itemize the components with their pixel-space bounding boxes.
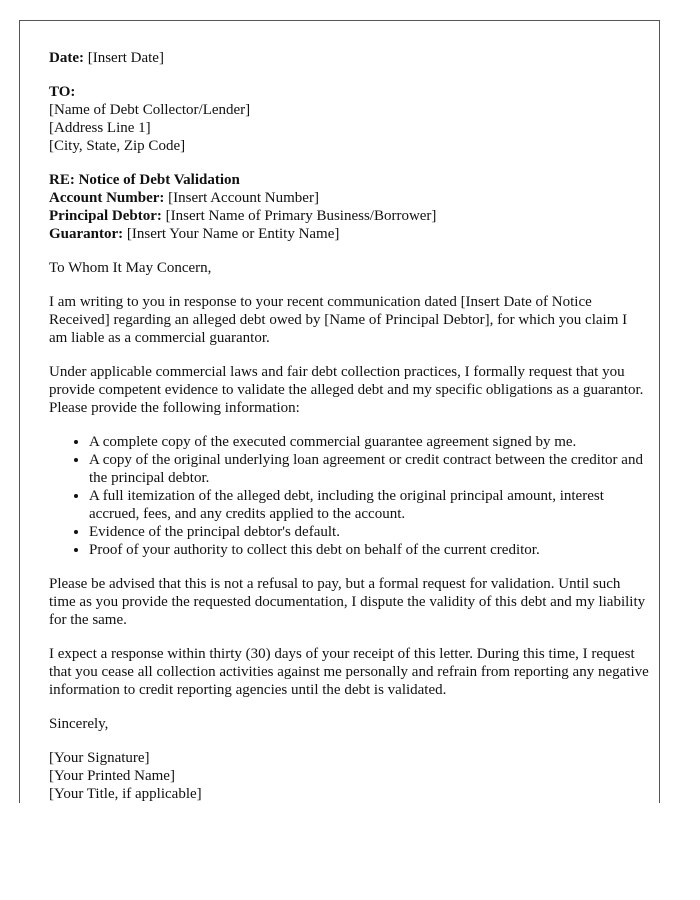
list-item: • Proof of your authority to collect this debt on behalf of the current creditor. bbox=[89, 541, 649, 559]
request-list bbox=[49, 433, 649, 559]
list-item: • Evidence of the principal debtor's default. bbox=[89, 523, 649, 541]
printed-name-line: [Your Printed Name] bbox=[49, 768, 175, 784]
subject-line: RE: Notice of Debt Validation bbox=[49, 172, 240, 188]
closing: Sincerely, bbox=[49, 716, 109, 732]
guarantor-value: [Insert Your Name or Entity Name] bbox=[126, 226, 340, 242]
recipient-block bbox=[49, 83, 649, 155]
letter-page bbox=[19, 20, 660, 803]
date-value: [Insert Date] bbox=[87, 50, 164, 66]
account-number-line bbox=[49, 189, 649, 207]
reference-block bbox=[49, 171, 649, 243]
date-line bbox=[49, 49, 649, 67]
recipient-address: [Address Line 1] bbox=[49, 120, 151, 136]
guarantor-line bbox=[49, 225, 649, 243]
list-item: • A complete copy of the executed commercial guarantee agreement signed by me. bbox=[89, 433, 649, 451]
account-number-label: Account Number: bbox=[49, 190, 165, 206]
paragraph-request: Under applicable commercial laws and fair debt collection practices, I formally request that you provide competent evidence to validate the alleged debt and my specific obligations as a guarantor. Please provide the following information: bbox=[49, 364, 644, 416]
signature-line: [Your Signature] bbox=[49, 750, 150, 766]
recipient-city: [City, State, Zip Code] bbox=[49, 138, 186, 154]
principal-debtor-label: Principal Debtor: bbox=[49, 208, 162, 224]
signature-block bbox=[49, 749, 649, 803]
to-label: TO: bbox=[49, 84, 76, 100]
list-item: • A full itemization of the alleged debt, including the original principal amount, interest accrued, fees, and any credits applied to the account. bbox=[89, 487, 649, 523]
principal-debtor-line bbox=[49, 207, 649, 225]
guarantor-label: Guarantor: bbox=[49, 226, 124, 242]
letter-content bbox=[49, 49, 649, 803]
date-label: Date: bbox=[49, 50, 84, 66]
title-line: [Your Title, if applicable] bbox=[49, 786, 202, 802]
principal-debtor-value: [Insert Name of Primary Business/Borrower] bbox=[165, 208, 437, 224]
account-number-value: [Insert Account Number] bbox=[168, 190, 319, 206]
list-item: • A copy of the original underlying loan agreement or credit contract between the creditor and the principal debtor. bbox=[89, 451, 649, 487]
paragraph-response: I expect a response within thirty (30) days of your receipt of this letter. During this time, I request that you cease all collection activities against me personally and refrain from reporting any negative information to credit reporting agencies until the debt is validated. bbox=[49, 646, 649, 698]
paragraph-dispute: Please be advised that this is not a refusal to pay, but a formal request for validation. Until such time as you provide the requested documentation, I dispute the validity of this debt and my liability for the same. bbox=[49, 576, 646, 628]
recipient-name: [Name of Debt Collector/Lender] bbox=[49, 102, 251, 118]
paragraph-intro: I am writing to you in response to your recent communication dated [Insert Date of Notice Received] regarding an alleged debt owed by [Name of Principal Debtor], for which you claim I am liable as a commercial guarantor. bbox=[49, 294, 628, 346]
salutation: To Whom It May Concern, bbox=[49, 260, 212, 276]
